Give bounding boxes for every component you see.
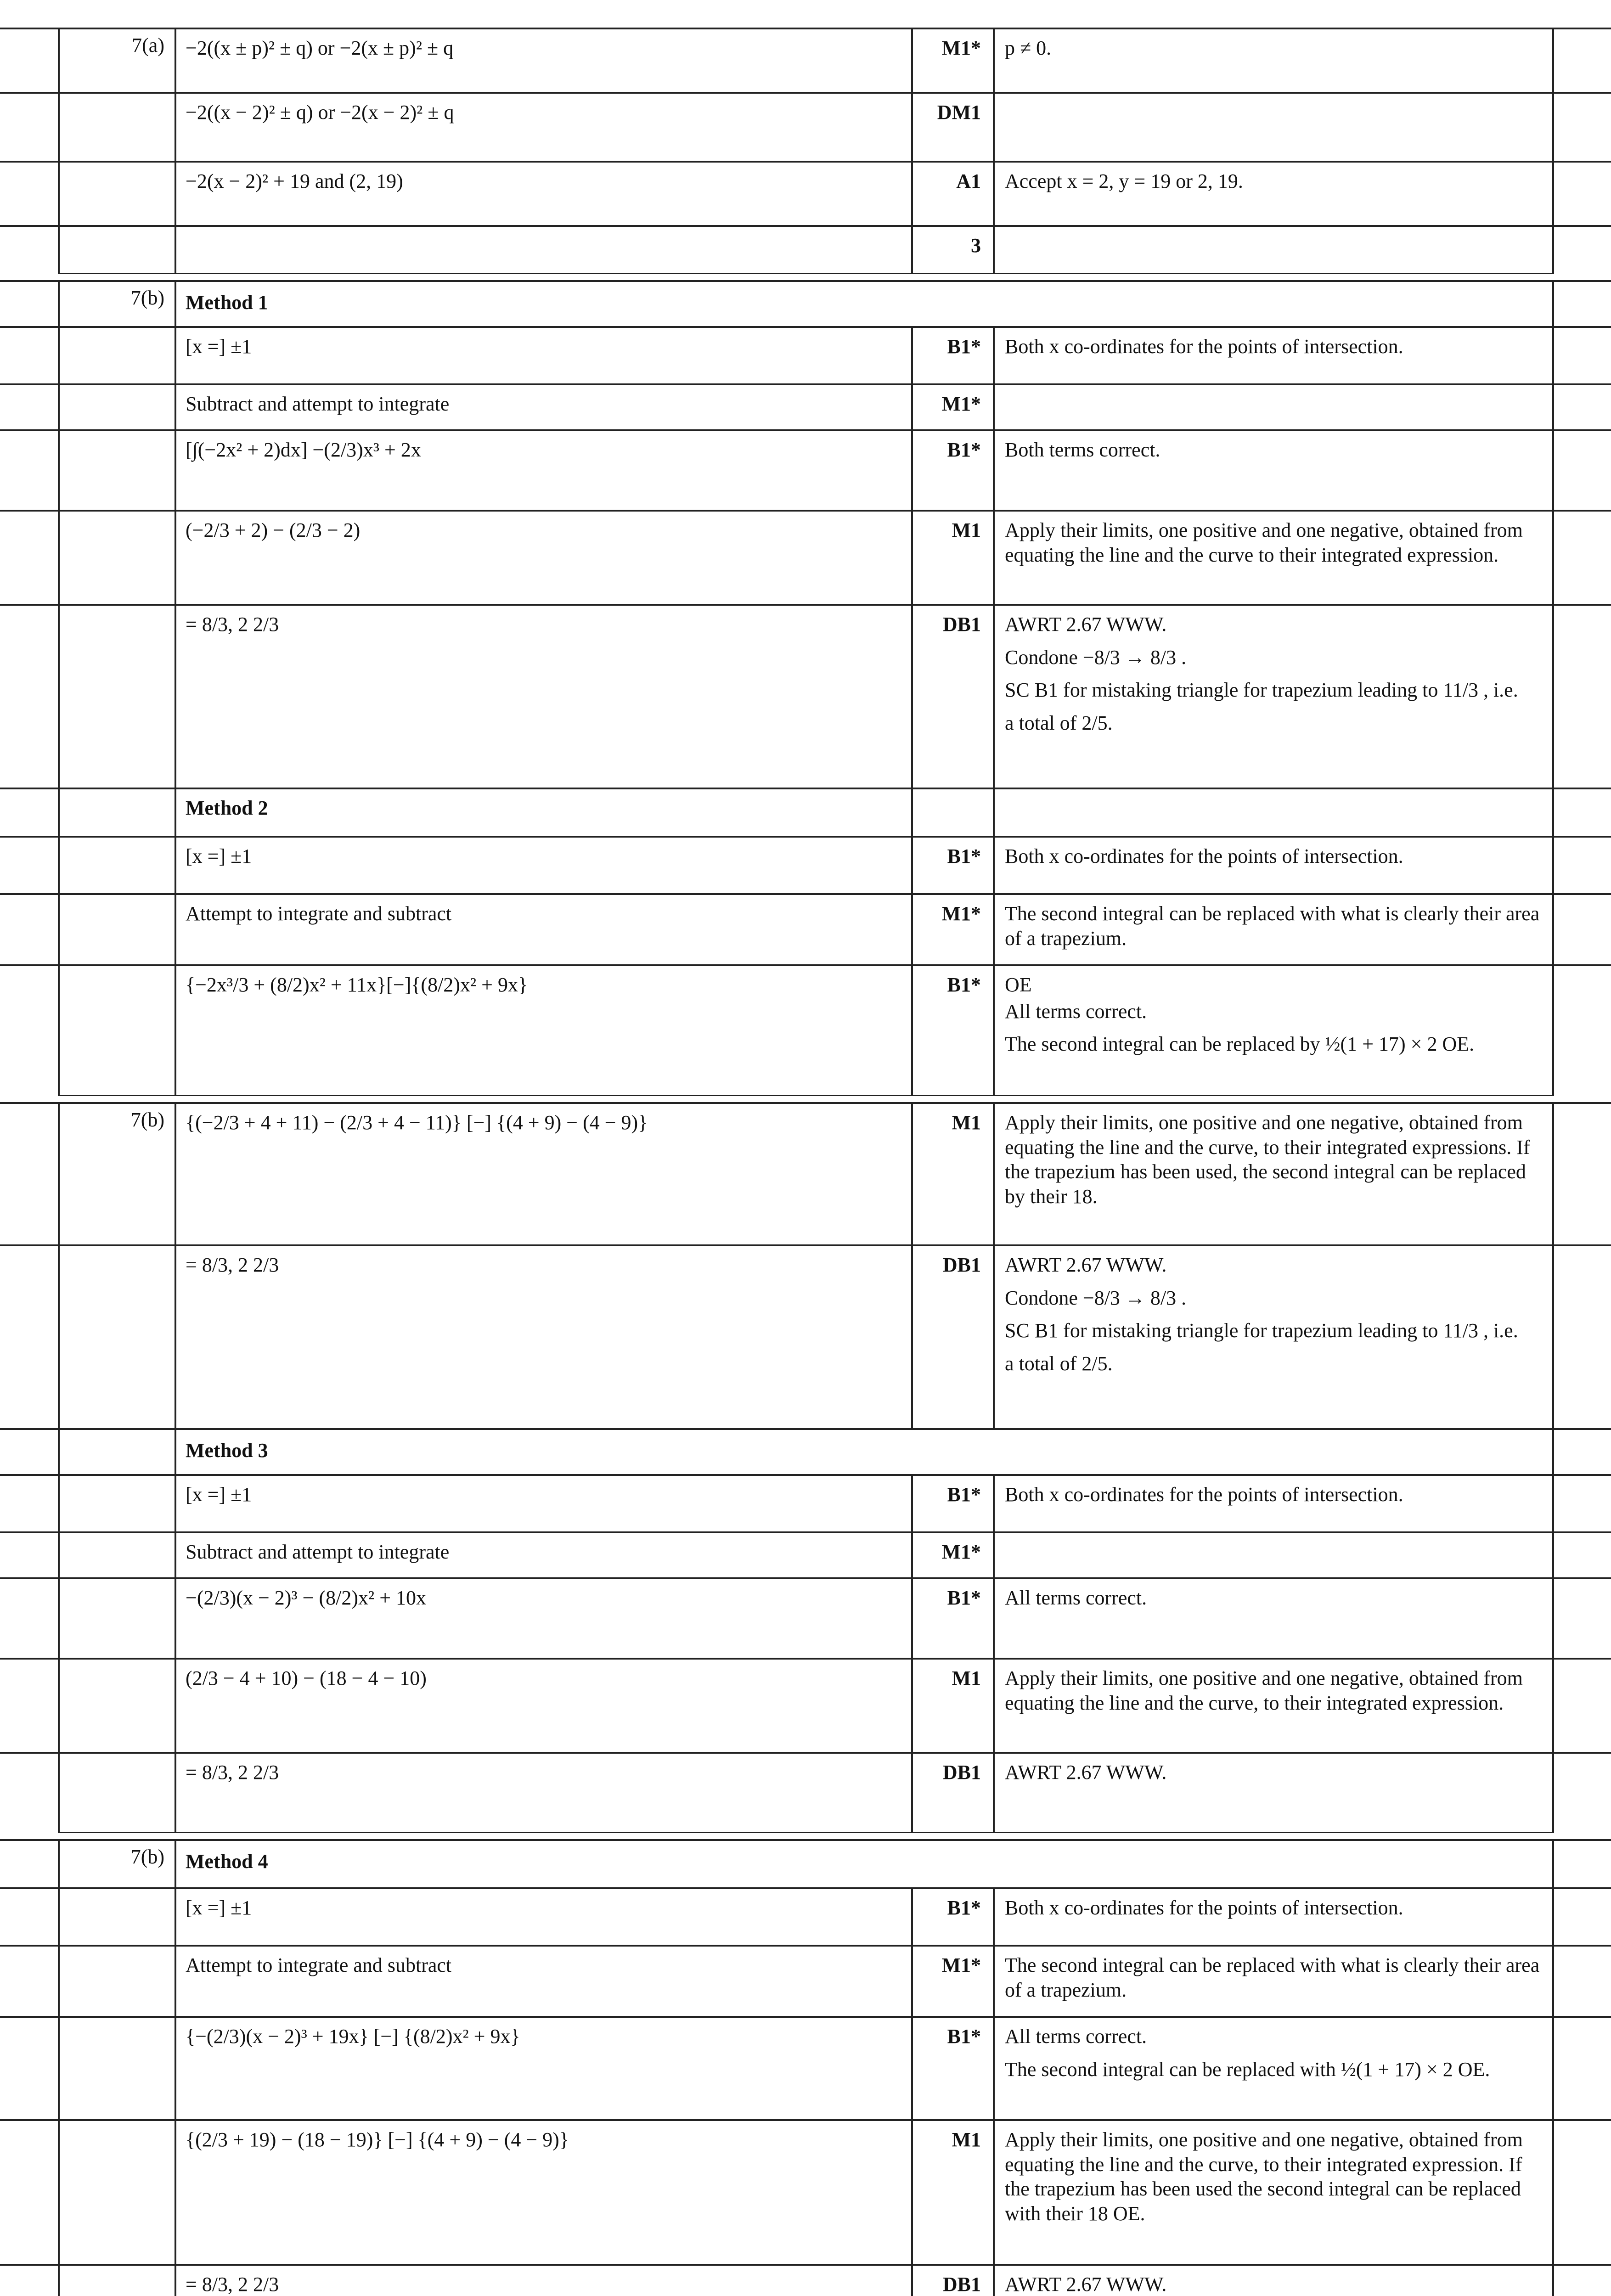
mark-cell: M1 — [952, 2128, 981, 2151]
table-row — [0, 326, 1611, 385]
answer-text: = 8/3, 2 2/3 — [186, 613, 279, 636]
method-heading: Method 4 — [186, 1850, 268, 1873]
guidance-cell — [994, 966, 1553, 1095]
guidance-text: Both x co-ordinates for the points of intersection. — [1005, 335, 1403, 358]
answer-cell — [175, 328, 912, 385]
question-number: 7(a) — [132, 34, 164, 56]
answer-text: −2((x − 2)² ± q) or −2(x − 2)² ± q — [186, 101, 454, 124]
table-row — [0, 2264, 1611, 2296]
guidance-cell — [994, 838, 1553, 895]
guidance-line: Condone −8/3 → 8/3 . — [1005, 646, 1187, 669]
table-row — [0, 1428, 1611, 1476]
answer-text: [x =] ±1 — [186, 335, 252, 358]
table-row — [0, 225, 1611, 273]
answer-text: (2/3 − 4 + 10) − (18 − 4 − 10) — [186, 1667, 427, 1689]
table-row — [0, 1577, 1611, 1660]
guidance-text: Apply their limits, one positive and one negative, obtained from equating the line and the curve, to their integrated expression. — [1005, 1667, 1523, 1714]
answer-text: Subtract and attempt to integrate — [186, 393, 450, 415]
mark-cell: B1* — [947, 1587, 981, 1609]
table-row — [0, 280, 1611, 328]
answer-cell — [175, 1579, 912, 1660]
answer-cell — [175, 1246, 912, 1430]
table-row — [0, 964, 1611, 1095]
table-row — [0, 836, 1611, 895]
table-border — [911, 326, 913, 1095]
guidance-line: All terms correct. — [1005, 2025, 1147, 2048]
guidance-text: Both x co-ordinates for the points of intersection. — [1005, 845, 1403, 867]
table-row — [0, 1945, 1611, 2018]
guidance-cell — [994, 1104, 1553, 1246]
table-row — [0, 1102, 1611, 1246]
table-border — [58, 1102, 60, 1832]
guidance-line: AWRT 2.67 WWW. — [1005, 2273, 1167, 2296]
table-row — [0, 1752, 1611, 1832]
guidance-text: The second integral can be replaced with what is clearly their area of a trapezium. — [1005, 1954, 1540, 2001]
guidance-cell — [994, 2018, 1553, 2121]
question-number: 7(b) — [130, 287, 164, 309]
guidance-line: AWRT 2.67 WWW. — [1005, 1254, 1167, 1276]
answer-text: Attempt to integrate and subtract — [186, 902, 452, 925]
table-border — [175, 1102, 176, 1832]
mark-cell: B1* — [947, 974, 981, 996]
guidance-cell — [994, 1246, 1553, 1430]
mark-cell: DB1 — [942, 2273, 981, 2296]
guidance-text: AWRT 2.67 WWW. — [1005, 1761, 1167, 1784]
question-number: 7(b) — [130, 1109, 164, 1131]
block-separator — [58, 1832, 1554, 1833]
answer-cell — [175, 1476, 912, 1533]
table-row — [0, 429, 1611, 512]
answer-text: −2(x − 2)² + 19 and (2, 19) — [186, 170, 403, 192]
guidance-text: Apply their limits, one positive and one negative, obtained from equating the line and the curve, to their integrated expressions. If the trapezium has been used, the second integral can be replaced by their 18. — [1005, 1111, 1530, 1208]
answer-text: = 8/3, 2 2/3 — [186, 2273, 279, 2296]
mark-cell: M1* — [941, 37, 981, 59]
answer-text: −(2/3)(x − 2)³ − (8/2)x² + 10x — [186, 1587, 427, 1609]
table-border — [1552, 1839, 1554, 2296]
guidance-text: Both x co-ordinates for the points of intersection. — [1005, 1896, 1403, 1919]
guidance-line: OE — [1005, 974, 1032, 996]
table-border — [993, 1474, 995, 1832]
guidance-cell — [994, 606, 1553, 789]
table-row — [0, 161, 1611, 227]
guidance-text: Apply their limits, one positive and one negative, obtained from equating the line and the curve, to their integrated expression. If the trapezium has been used the second integral can be replaced with their 18 OE. — [1005, 2128, 1523, 2225]
table-row — [0, 1244, 1611, 1430]
answer-text: (−2/3 + 2) − (2/3 − 2) — [186, 519, 361, 541]
table-border — [175, 280, 176, 1095]
table-border — [175, 1839, 176, 2296]
table-row — [0, 2016, 1611, 2121]
mark-cell: DB1 — [942, 1761, 981, 1784]
table-row — [0, 604, 1611, 789]
table-border — [1552, 28, 1554, 273]
guidance-line: a total of 2/5. — [1005, 1352, 1113, 1375]
table-border — [993, 1887, 995, 2296]
answer-text: = 8/3, 2 2/3 — [186, 1254, 279, 1276]
answer-cell — [175, 163, 912, 227]
answer-text: Subtract and attempt to integrate — [186, 1541, 450, 1563]
mark-cell: DM1 — [937, 101, 981, 124]
table-border — [993, 326, 995, 1095]
guidance-line: The second integral can be replaced by ½(1 + 17) × 2 OE. — [1005, 1033, 1475, 1056]
answer-text: {−(2/3)(x − 2)³ + 19x} [−] {(8/2)x² + 9x} — [186, 2025, 520, 2048]
table-border — [993, 1102, 995, 1428]
table-border — [1552, 280, 1554, 1095]
table-row — [0, 1887, 1611, 1947]
mark-cell: B1* — [947, 335, 981, 358]
table-border — [175, 28, 176, 273]
guidance-line: Condone −8/3 → 8/3 . — [1005, 1286, 1187, 1309]
guidance-line: All terms correct. — [1005, 1000, 1147, 1023]
mark-cell: B1* — [947, 439, 981, 461]
question-number: 7(b) — [130, 1846, 164, 1868]
answer-cell — [175, 966, 912, 1095]
method-heading: Method 2 — [186, 797, 268, 819]
guidance-text: p ≠ 0. — [1005, 37, 1052, 59]
table-border — [911, 1102, 913, 1428]
table-row — [0, 1474, 1611, 1533]
table-border — [911, 1887, 913, 2296]
answer-text: {−2x³/3 + (8/2)x² + 11x}[−]{(8/2)x² + 9x} — [186, 974, 528, 996]
answer-text: [∫(−2x² + 2)dx] −(2/3)x³ + 2x — [186, 439, 421, 461]
table-border — [58, 28, 60, 273]
guidance-text: Apply their limits, one positive and one negative, obtained from equating the line and the curve to their integrated expression. — [1005, 519, 1523, 566]
answer-cell — [175, 1104, 912, 1246]
table-border — [911, 1474, 913, 1832]
guidance-cell — [994, 431, 1553, 512]
answer-text: {(2/3 + 19) − (18 − 19)} [−] {(4 + 9) − (4 − 9)} — [186, 2128, 569, 2151]
answer-cell — [175, 1754, 912, 1832]
method-heading: Method 1 — [186, 291, 268, 314]
mark-cell: B1* — [947, 1896, 981, 1919]
guidance-cell — [994, 1476, 1553, 1533]
table-border — [58, 280, 60, 1095]
answer-cell — [175, 94, 912, 163]
answer-text: [x =] ±1 — [186, 1896, 252, 1919]
answer-text: = 8/3, 2 2/3 — [186, 1761, 279, 1784]
guidance-text: Both x co-ordinates for the points of intersection. — [1005, 1483, 1403, 1506]
answer-cell — [175, 1889, 912, 1947]
mark-cell: DB1 — [942, 1254, 981, 1276]
table-row — [0, 1531, 1611, 1579]
guidance-cell — [994, 163, 1553, 227]
answer-cell — [175, 2018, 912, 2121]
answer-text: [x =] ±1 — [186, 845, 252, 867]
block-separator — [58, 273, 1554, 274]
guidance-cell — [994, 328, 1553, 385]
guidance-cell — [994, 512, 1553, 606]
answer-cell — [175, 1533, 912, 1579]
answer-text: [x =] ±1 — [186, 1483, 252, 1506]
answer-cell — [175, 1660, 912, 1754]
method-heading: Method 3 — [186, 1439, 268, 1462]
total-mark: 3 — [971, 234, 981, 257]
table-border — [993, 28, 995, 273]
mark-cell: M1* — [941, 1541, 981, 1563]
guidance-line: SC B1 for mistaking triangle for trapezium leading to 11/3 , i.e. — [1005, 679, 1518, 702]
answer-cell — [175, 512, 912, 606]
table-row — [0, 893, 1611, 966]
guidance-cell — [994, 1579, 1553, 1660]
guidance-cell — [994, 1889, 1553, 1947]
guidance-line: The second integral can be replaced with ½(1 + 17) × 2 OE. — [1005, 2058, 1490, 2081]
guidance-line: a total of 2/5. — [1005, 712, 1113, 735]
guidance-cell — [994, 2121, 1553, 2266]
mark-cell: M1* — [941, 1954, 981, 1976]
answer-cell — [175, 838, 912, 895]
answer-cell — [175, 385, 912, 431]
guidance-cell — [994, 1947, 1553, 2018]
table-row — [0, 510, 1611, 606]
guidance-line: AWRT 2.67 WWW. — [1005, 613, 1167, 636]
answer-text: {(−2/3 + 4 + 11) − (2/3 + 4 − 11)} [−] {(4 + 9) − (4 − 9)} — [186, 1111, 648, 1134]
guidance-text: Both terms correct. — [1005, 439, 1160, 461]
mark-cell: A1 — [956, 170, 981, 192]
answer-cell — [175, 2121, 912, 2266]
table-border — [1552, 1102, 1554, 1832]
mark-cell: M1* — [941, 902, 981, 925]
table-row — [0, 92, 1611, 163]
mark-cell: M1 — [952, 1111, 981, 1134]
mark-cell: M1 — [952, 519, 981, 541]
guidance-text: The second integral can be replaced with what is clearly their area of a trapezium. — [1005, 902, 1540, 950]
answer-cell — [175, 431, 912, 512]
guidance-cell — [994, 895, 1553, 966]
mark-cell: B1* — [947, 845, 981, 867]
guidance-text: Accept x = 2, y = 19 or 2, 19. — [1005, 170, 1243, 192]
mark-cell: M1* — [941, 393, 981, 415]
guidance-cell — [994, 1660, 1553, 1754]
answer-cell — [175, 1947, 912, 2018]
answer-cell — [175, 2266, 912, 2296]
guidance-line: SC B1 for mistaking triangle for trapezium leading to 11/3 , i.e. — [1005, 1319, 1518, 1342]
mark-cell: DB1 — [942, 613, 981, 636]
table-row — [0, 1839, 1611, 1889]
table-row — [0, 2119, 1611, 2266]
answer-text: Attempt to integrate and subtract — [186, 1954, 452, 1976]
block-separator — [58, 1095, 1554, 1096]
mark-cell: M1 — [952, 1667, 981, 1689]
mark-cell: B1* — [947, 2025, 981, 2048]
answer-text: −2((x ± p)² ± q) or −2(x ± p)² ± q — [186, 37, 454, 59]
table-border — [911, 28, 913, 273]
guidance-cell — [994, 2266, 1553, 2296]
table-row — [0, 788, 1611, 838]
table-row — [0, 1658, 1611, 1754]
mark-cell: B1* — [947, 1483, 981, 1506]
answer-cell — [175, 606, 912, 789]
guidance-cell — [994, 1754, 1553, 1832]
table-row — [0, 383, 1611, 431]
table-border — [58, 1839, 60, 2296]
guidance-text: All terms correct. — [1005, 1587, 1147, 1609]
answer-cell — [175, 895, 912, 966]
